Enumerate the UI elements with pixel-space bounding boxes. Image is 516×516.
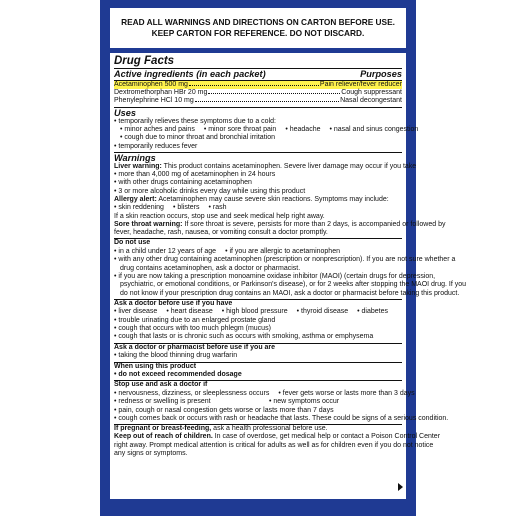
liver-warning [114, 162, 417, 171]
do-not-use-bullet: • with any other drug containing acetaminophen (prescription or nonprescription). If you are not sure whether a [114, 256, 456, 264]
ingredient-row [114, 81, 402, 89]
liver-warning-text: This product contains acetaminophen. Severe liver damage may occur if you take [161, 162, 417, 170]
allergy-alert-text: Acetaminophen may cause severe skin reactions. Symptoms may include: [156, 195, 389, 203]
banner-line-2: KEEP CARTON FOR REFERENCE. DO NOT DISCARD. [151, 28, 365, 38]
liver-bullet: • with other drugs containing acetaminophen [114, 179, 252, 187]
ask-doctor-bullet: • cough that lasts or is chronic such as occurs with smoking, asthma or emphysema [114, 333, 374, 341]
ingredient-name: Phenylephrine HCl 10 mg [114, 97, 194, 105]
do-not-use-cont: drug contains acetaminophen, ask a doctor or pharmacist. [120, 264, 301, 272]
stop-use-bullet: • redness or swelling is present [114, 398, 211, 406]
pregnancy-label: If pregnant or breast-feeding, [114, 425, 212, 433]
sore-throat-label: Sore throat warning: [114, 220, 183, 228]
allergy-alert [114, 196, 402, 204]
stop-use-bullet: • fever gets worse or lasts more than 3 days [278, 390, 415, 397]
do-not-use-cont: do not know if your prescription drug contains an MAOI, ask a doctor or pharmacist before taking this product. [120, 289, 460, 297]
warnings-heading-text: Warnings [114, 152, 156, 163]
pregnancy-warning [114, 425, 402, 433]
pregnancy-text: ask a health professional before use. [211, 425, 328, 433]
when-using-bullet: • do not exceed recommended dosage [114, 371, 242, 379]
sore-throat-text-2: fever, headache, rash, nausea, or vomiting consult a doctor promptly. [114, 229, 328, 237]
keep-out-label: Keep out of reach of children. [114, 433, 213, 441]
when-using-heading: When using this product [114, 362, 197, 370]
ask-pharmacist-heading: Ask a doctor or pharmacist before use if you are [114, 343, 276, 351]
uses-symptom: • nasal and sinus congestion [329, 125, 419, 133]
active-ingredients-header [114, 69, 402, 79]
uses-heading [114, 108, 402, 118]
liver-bullet: • more than 4,000 mg of acetaminophen in 24 hours [114, 171, 276, 179]
ingredient-purpose: Cough suppressant [341, 89, 402, 97]
sore-throat-warning [114, 220, 446, 229]
purposes-heading: Purposes [360, 69, 402, 79]
do-not-use-heading: Do not use [114, 239, 151, 247]
keep-out-of-reach [114, 433, 441, 441]
leader-dots [195, 101, 339, 102]
stop-use-bullet: • cough comes back or occurs with rash or headache that lasts. These could be signs of a serious condition. [114, 414, 449, 422]
uses-line: • temporarily relieves these symptoms due to a cold: [114, 117, 276, 125]
stop-use-row [114, 390, 415, 398]
ingredient-row [114, 89, 402, 97]
keep-out-text: In case of overdose, get medical help or contact a Poison Control Center [212, 433, 441, 441]
uses-symptom: • headache [285, 125, 321, 133]
stop-use-bullet: • pain, cough or nasal congestion gets worse or lasts more than 7 days [114, 406, 334, 414]
uses-heading-text: Uses [114, 107, 136, 118]
ask-doctor-bullet: • trouble urinating due to an enlarged prostate gland [114, 316, 276, 324]
do-not-use-row [114, 248, 402, 256]
warning-banner [110, 8, 406, 48]
keep-out-text-3: any signs or symptoms. [114, 450, 188, 458]
ingredient-purpose: Nasal decongestant [340, 97, 402, 105]
leader-dots [208, 93, 340, 94]
allergy-after: If a skin reaction occurs, stop use and seek medical help right away. [114, 212, 325, 220]
allergy-bullet: • rash [208, 204, 227, 212]
warnings-heading [114, 153, 402, 163]
play-triangle-icon [398, 483, 403, 491]
allergy-alert-label: Allergy alert: [114, 195, 157, 203]
ingredient-name: Acetaminophen 500 mg [114, 81, 188, 88]
ask-doctor-bullet: • thyroid disease [296, 308, 349, 316]
allergy-bullet: • blisters [172, 204, 200, 212]
uses-symptom-row [114, 125, 419, 134]
active-ingredients-heading: Active ingredients (in each packet) [114, 69, 266, 79]
leader-dots [189, 85, 319, 86]
stop-use-bullet: • nervousness, dizziness, or sleeplessness occurs [114, 390, 270, 397]
banner-line-1: READ ALL WARNINGS AND DIRECTIONS ON CARTON BEFORE USE. [121, 17, 395, 27]
allergy-bullet: • skin reddening [114, 204, 164, 212]
do-not-use-bullet: • if you are allergic to acetaminophen [225, 248, 340, 256]
stop-use-row [114, 398, 402, 406]
ask-doctor-bullet: • liver disease [114, 308, 158, 316]
drug-facts-title: Drug Facts [114, 55, 402, 69]
do-not-use-bullet: • if you are now taking a prescription monoamine oxidase inhibitor (MAOI) (certain drugs for depression, [114, 272, 436, 280]
uses-symptom: • minor aches and pains [120, 125, 195, 133]
do-not-use-cont: psychiatric, or emotional conditions, or Parkinson's disease), or for 2 weeks after stopping the MAOI drug. If you [120, 281, 467, 289]
ingredient-purpose: Pain reliever/fever reducer [319, 81, 402, 88]
ask-doctor-bullet: • cough that occurs with too much phlegm (mucus) [114, 325, 271, 333]
stop-use-heading: Stop use and ask a doctor if [114, 381, 208, 389]
uses-line: • temporarily reduces fever [114, 142, 198, 150]
allergy-bullets [114, 204, 402, 212]
ask-doctor-bullet: • high blood pressure [221, 308, 288, 316]
uses-symptom: • minor sore throat pain [203, 125, 277, 133]
ask-pharmacist-bullet: • taking the blood thinning drug warfarin [114, 352, 238, 360]
ask-doctor-bullet: • heart disease [166, 308, 213, 316]
ask-doctor-heading: Ask a doctor before use if you have [114, 299, 233, 307]
ingredient-name: Dextromethorphan HBr 20 mg [114, 89, 208, 97]
drug-facts-panel [110, 53, 467, 499]
keep-out-text-2: right away. Prompt medical attention is critical for adults as well as for children even if you do not notice [114, 441, 434, 449]
ask-doctor-row [114, 308, 402, 316]
ingredient-row [114, 97, 402, 105]
uses-line: • cough due to minor throat and bronchial irritation [120, 134, 275, 142]
ask-doctor-bullet: • diabetes [357, 308, 388, 316]
do-not-use-bullet: • in a child under 12 years of age [114, 248, 217, 256]
liver-bullet: • 3 or more alcoholic drinks every day while using this product [114, 187, 306, 195]
sore-throat-text: If sore throat is severe, persists for more than 2 days, is accompanied or followed by [182, 220, 446, 228]
stop-use-bullet: • new symptoms occur [269, 398, 340, 406]
liver-warning-label: Liver warning: [114, 162, 162, 170]
